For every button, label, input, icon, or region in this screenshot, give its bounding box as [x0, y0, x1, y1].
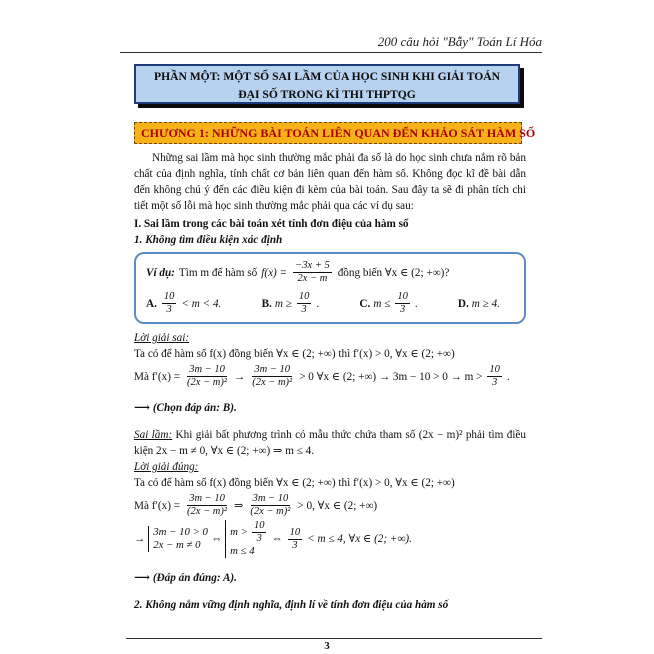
choice-rest: < m < 4. — [181, 297, 222, 310]
choice-rest: . — [316, 297, 320, 310]
choice-pre: m ≥ 4. — [471, 297, 500, 310]
choice-fraction — [162, 291, 177, 316]
part-title-line-1: PHẦN MỘT: MỘT SỐ SAI LẦM CỦA HỌC SINH KHI GIẢI TOÁN — [153, 70, 501, 83]
wrong-solution-line-1: Ta có để hàm số f(x) đồng biến ∀x ∈ (2; +∞) thì f′(x) > 0, ∀x ∈ (2; +∞) — [134, 348, 455, 360]
subsection-heading-1: 1. Không tìm điều kiện xác định — [134, 234, 283, 246]
derivative-fraction-2 — [248, 493, 292, 518]
inequality-tail: > 0 ∀x ∈ (2; +∞) → 3m − 10 > 0 → m > — [299, 370, 483, 383]
fraction-denominator: 2x − m — [297, 273, 328, 284]
derivative-fraction — [185, 493, 229, 518]
correct-solution-line-1: Ta có để hàm số f(x) đồng biến ∀x ∈ (2; +∞) thì f′(x) > 0, ∀x ∈ (2; +∞) — [134, 477, 455, 490]
choice-den: 3 — [301, 304, 307, 315]
choice-fraction — [395, 291, 410, 316]
correct-solution-line-2 — [134, 493, 526, 518]
intro-paragraph: Những sai lầm mà học sinh thường mắc phải đa số là do học sinh chưa nắm rõ bản chất của định nghĩa, tính chất cơ bản liên quan đến hàm số. Không đọc kĩ đề bài dẫn đến không chú ý đến các điều kiện đi kèm của bài toán. Sau đây ta sẽ đi phân tích chi tiết một số lỗi mà học sinh thường mắc phải qua các ví dụ sau: — [134, 152, 526, 212]
fraction-denominator: 3 — [492, 377, 498, 388]
equivalence-arrow-2: ⇔ — [271, 533, 283, 546]
arrow: → — [134, 533, 146, 546]
fraction-denominator: 3 — [292, 539, 298, 551]
choice-c — [359, 291, 417, 316]
answer-choices — [146, 291, 516, 316]
result-fraction — [487, 364, 502, 389]
result-fraction — [288, 527, 303, 552]
example-text-after: đồng biến ∀x ∈ (2; +∞)? — [337, 266, 450, 279]
fraction-numerator: 3m − 10 — [252, 493, 289, 505]
fraction-numerator: 3m − 10 — [254, 364, 291, 375]
function-name: f(x) = — [261, 266, 288, 279]
fraction-denominator: (2x − m)² — [250, 506, 291, 518]
system-1-row-1: 3m − 10 > 0 — [153, 526, 208, 539]
fraction-denominator: 3 — [256, 533, 262, 545]
system-1-row-2: 2x − m ≠ 0 — [153, 539, 201, 552]
choice-letter: B. — [261, 297, 272, 310]
choice-num: 10 — [397, 291, 408, 302]
arrow: → — [234, 370, 246, 383]
header-rule — [120, 52, 542, 53]
choice-den: 3 — [399, 304, 406, 315]
fraction-denominator: (2x − m)² — [252, 377, 293, 388]
fraction-numerator: −3x + 5 — [295, 260, 330, 271]
example-box — [134, 252, 526, 324]
fraction-numerator: 10 — [489, 364, 500, 375]
example-question — [146, 260, 516, 285]
system-2-fraction — [252, 520, 267, 545]
running-header: 200 câu hỏi "Bẫy" Toán Lí Hóa — [377, 34, 542, 49]
wrong-solution-label: Lời giải sai: — [134, 332, 190, 344]
choice-rest: . — [414, 297, 418, 310]
correct-answer: ⟶ (Đáp án đúng: A). — [134, 571, 237, 584]
mistake-text: Khi giải bất phương trình có mẫu thức chứa tham số (2x − m)² phải tìm điều kiện 2x − m ≠ 0, ∀x ∈ (2; +∞) ⇒ m ≤ 4. — [134, 429, 526, 458]
mistake-paragraph — [134, 427, 526, 459]
choice-num: 10 — [163, 291, 175, 302]
footer-rule — [126, 638, 542, 639]
example-label: Ví dụ: — [146, 266, 175, 279]
subsection-heading-2: 2. Không nắm vững định nghĩa, định lí về tính đơn điệu của hàm số — [134, 598, 449, 611]
fraction-numerator: 10 — [253, 520, 265, 532]
page-content — [134, 150, 526, 613]
part-title-line-2: ĐẠI SỐ TRONG KÌ THI THPTQG — [238, 88, 416, 101]
system-1 — [148, 526, 208, 552]
derivative-label: Mà f′(x) = — [134, 499, 181, 512]
fraction-numerator: 3m − 10 — [189, 364, 225, 375]
fraction-denominator: (2x − m)² — [187, 506, 228, 518]
correct-solution-line-3 — [134, 520, 526, 558]
derivative-fraction — [185, 364, 229, 389]
part-title-box — [134, 64, 520, 104]
line-end: . — [506, 370, 510, 383]
fraction-numerator: 3m − 10 — [189, 493, 225, 505]
choice-letter: A. — [146, 297, 157, 310]
choice-letter: D. — [457, 297, 469, 310]
fraction-denominator: (2x − m)² — [187, 377, 228, 388]
choice-b — [262, 291, 320, 316]
section-heading: I. Sai lầm trong các bài toán xét tính đơn điệu của hàm số — [134, 218, 409, 230]
system-2-row-2: m ≤ 4 — [230, 545, 255, 558]
result-tail: < m ≤ 4, ∀x ∈ (2; +∞). — [307, 533, 412, 546]
chapter-title: CHƯƠNG 1: NHỮNG BÀI TOÁN LIÊN QUAN ĐẾN KHẢO SÁT HÀM SỐ — [134, 122, 522, 144]
choice-pre: m ≥ — [274, 297, 292, 310]
example-text-before: Tìm m để hàm số — [178, 266, 258, 279]
page-number: 3 — [324, 640, 330, 652]
choice-pre: m ≤ — [373, 297, 391, 310]
implies-arrow: ⇒ — [234, 499, 244, 512]
inequality-tail: > 0, ∀x ∈ (2; +∞) — [297, 499, 378, 512]
wrong-answer: ⟶ (Chọn đáp án: B). — [134, 402, 237, 415]
system-2-row-1 — [230, 520, 268, 545]
system-2-row-1-pre: m > — [230, 526, 248, 539]
choice-den: 3 — [166, 304, 172, 315]
choice-a — [146, 291, 221, 316]
equivalence-arrow: ⇔ — [210, 533, 223, 546]
mistake-label: Sai lầm: — [134, 429, 173, 442]
choice-letter: C. — [359, 297, 371, 310]
derivative-label: Mà f′(x) = — [134, 370, 181, 383]
correct-solution-label: Lời giải đúng: — [134, 461, 199, 474]
wrong-solution-line-2 — [134, 364, 526, 389]
choice-fraction — [297, 291, 312, 316]
choice-d — [458, 291, 500, 316]
fraction-numerator: 10 — [289, 526, 301, 538]
system-2 — [225, 520, 268, 558]
function-fraction — [293, 260, 332, 285]
derivative-fraction-2 — [250, 364, 294, 389]
choice-num: 10 — [298, 291, 310, 302]
